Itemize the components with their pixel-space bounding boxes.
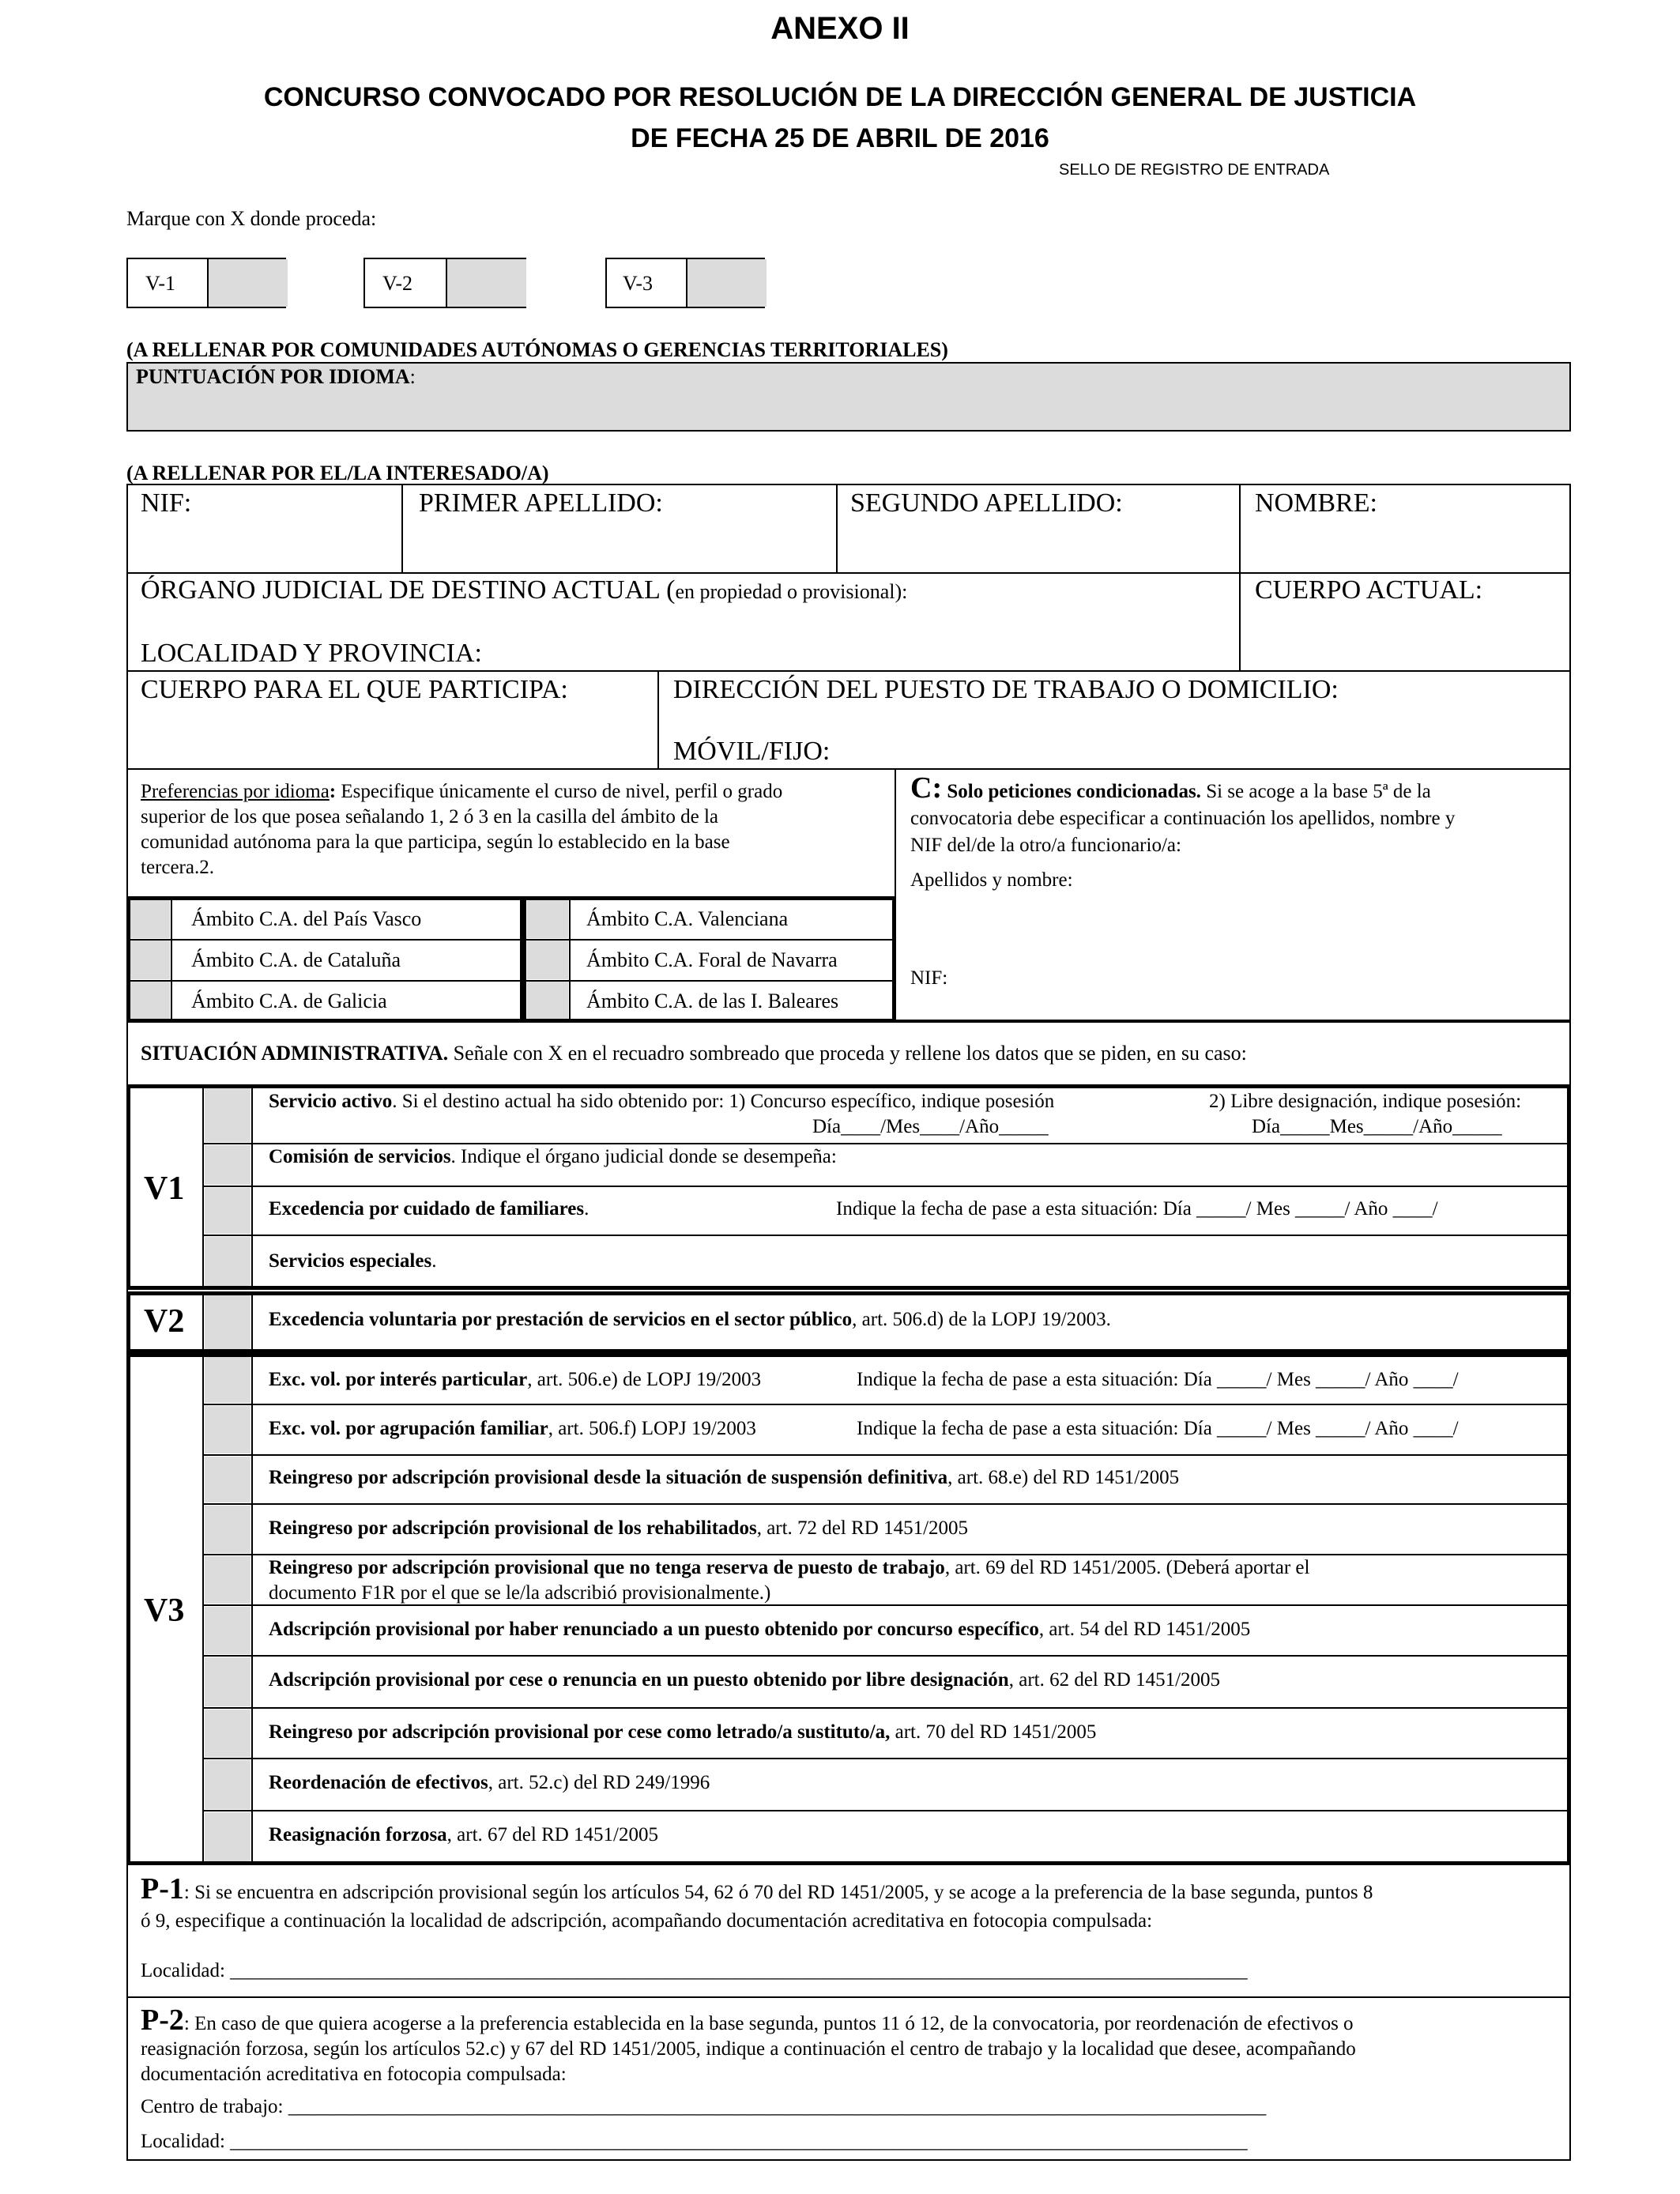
v2-label: V2 — [144, 1303, 185, 1340]
region-pais-vasco: Ámbito C.A. del País Vasco — [191, 907, 422, 930]
v3-row-10: Reasignación forzosa, art. 67 del RD 1451/2005 — [269, 1824, 659, 1845]
v3-checkbox-8[interactable] — [205, 1710, 250, 1757]
language-score-field[interactable] — [126, 362, 1571, 432]
v1-family-leave-text: Excedencia por cuidado de familiares. — [269, 1198, 590, 1220]
mark-instruction: Marque con X donde proceda: — [126, 207, 377, 230]
p2-locality-field[interactable]: Localidad: _______________________________________________________________________________________________________ — [141, 2131, 1248, 2152]
p1-text: P-1: Si se encuentra en adscripción provisional según los artículos 54, 62 ó 70 del RD 1451/2005, y se acoge a la preferencia de la base segunda, puntos 8 ó 9, especifique a continuación la localidad de adscripción, acompañando documentación acreditativa en fotocopia compulsada: — [141, 1872, 1373, 1932]
v1-active-date2[interactable]: Día_____Mes_____/Año_____ — [1252, 1116, 1502, 1137]
v3-checkbox-7[interactable] — [205, 1657, 250, 1706]
v1-special-services-checkbox[interactable] — [205, 1237, 250, 1286]
v3-row-4: Reingreso por adscripción provisional de los rehabilitados, art. 72 del RD 1451/2005 — [269, 1517, 969, 1539]
region-galicia: Ámbito C.A. de Galicia — [191, 990, 387, 1012]
v3-row-2: Exc. vol. por agrupación familiar, art. 506.f) LOPJ 19/2003 — [269, 1418, 756, 1439]
option-v3-checkbox[interactable] — [686, 259, 767, 307]
region-checkbox-cataluna[interactable] — [130, 941, 170, 979]
address-field[interactable]: DIRECCIÓN DEL PUESTO DE TRABAJO O DOMICILIO: — [673, 675, 1339, 704]
v1-special-services-text: Servicios especiales. — [269, 1250, 437, 1272]
v3-row-9: Reordenación de efectivos, art. 52.c) del RD 249/1996 — [269, 1772, 710, 1793]
conditional-requests: C: Solo peticiones condicionadas. Si se acoge a la base 5ª de la convocatoria debe especificar a continuación los apellidos, nombre y NIF del/de la otro/a funcionario/a: — [910, 771, 1456, 856]
option-v2[interactable] — [363, 258, 526, 308]
region-checkbox-galicia[interactable] — [130, 982, 170, 1019]
organ-field[interactable]: ÓRGANO JUDICIAL DE DESTINO ACTUAL (en propiedad o provisional): — [141, 575, 908, 605]
v1-family-leave-date[interactable]: Indique la fecha de pase a esta situación: Día _____/ Mes _____/ Año ____/ — [836, 1198, 1438, 1220]
ccaa-heading: (A RELLENAR POR COMUNIDADES AUTÓNOMAS O GERENCIAS TERRITORIALES) — [126, 338, 948, 361]
option-v2-checkbox[interactable] — [446, 259, 526, 307]
v3-label: V3 — [144, 1593, 185, 1629]
conditional-names-field[interactable]: Apellidos y nombre: — [910, 869, 1073, 891]
region-checkbox-valenciana[interactable] — [527, 900, 568, 938]
annex-title: ANEXO II — [770, 11, 910, 46]
language-score-label: PUNTUACIÓN POR IDIOMA: — [136, 365, 416, 388]
surname2-field[interactable]: SEGUNDO APELLIDO: — [850, 488, 1123, 518]
region-navarra: Ámbito C.A. Foral de Navarra — [586, 948, 838, 971]
v3-row-3: Reingreso por adscripción provisional desde la situación de suspensión definitiva, art. 68.e) del RD 1451/2005 — [269, 1467, 1180, 1488]
p2-text: P-2: En caso de que quiera acogerse a la preferencia establecida en la base segunda, puntos 11 ó 12, de la convocatoria, por reordenación de efectivos o reasignación forzosa, según los artículos 52.c) y 67 del RD 1451/2005, indique a continuación el centro de trabajo y la localidad que desee, acompañando documentación acreditativa en fotocopia compulsada: — [141, 2004, 1356, 2085]
region-checkbox-navarra[interactable] — [527, 941, 568, 979]
v1-commission-text: Comisión de servicios. Indique el órgano judicial donde se desempeña: — [269, 1146, 837, 1167]
v3-row-2-date[interactable]: Indique la fecha de pase a esta situación: Día _____/ Mes _____/ Año ____/ — [857, 1418, 1459, 1439]
v1-active-free-designation: 2) Libre designación, indique posesión: — [1209, 1091, 1522, 1112]
p1-locality-field[interactable]: Localidad: _______________________________________________________________________________________________________ — [141, 1960, 1248, 1981]
v3-checkbox-10[interactable] — [205, 1812, 250, 1861]
option-v1-checkbox[interactable] — [207, 259, 288, 307]
current-body-field[interactable]: CUERPO ACTUAL: — [1255, 575, 1483, 605]
v3-checkbox-6[interactable] — [205, 1607, 250, 1654]
v3-row-7: Adscripción provisional por cese o renuncia en un puesto obtenido por libre designación, art. 62 del RD 1451/2005 — [269, 1669, 1221, 1691]
region-valenciana: Ámbito C.A. Valenciana — [586, 907, 789, 930]
v3-checkbox-9[interactable] — [205, 1760, 250, 1809]
v3-row-1: Exc. vol. por interés particular, art. 506.e) de LOPJ 19/2003 — [269, 1369, 762, 1390]
name-field[interactable]: NOMBRE: — [1255, 488, 1377, 518]
v3-row-8: Reingreso por adscripción provisional por cese como letrado/a sustituto/a, art. 70 del RD 1451/2005 — [269, 1721, 1097, 1743]
region-cataluna: Ámbito C.A. de Cataluña — [191, 948, 401, 971]
v3-row-5: Reingreso por adscripción provisional que no tenga reserva de puesto de trabajo, art. 69 del RD 1451/2005. (Deberá aportar el documento F1R por el que se le/la adscribió provisionalmente.) — [269, 1557, 1310, 1604]
contest-title-line2: DE FECHA 25 DE ABRIL DE 2016 — [631, 123, 1049, 153]
v1-active-text: Servicio activo. Si el destino actual ha sido obtenido por: 1) Concurso específico, indique posesión — [269, 1091, 1055, 1112]
v2-text: Excedencia voluntaria por prestación de servicios en el sector público, art. 506.d) de la LOPJ 19/2003. — [269, 1309, 1111, 1330]
contest-title-line1: CONCURSO CONVOCADO POR RESOLUCIÓN DE LA DIRECCIÓN GENERAL DE JUSTICIA — [263, 82, 1417, 112]
v3-checkbox-3[interactable] — [205, 1457, 250, 1502]
v3-checkbox-2[interactable] — [205, 1406, 250, 1453]
v3-row-1-date[interactable]: Indique la fecha de pase a esta situación: Día _____/ Mes _____/ Año ____/ — [857, 1369, 1459, 1390]
v3-checkbox-4[interactable] — [205, 1506, 250, 1553]
v2-checkbox[interactable] — [205, 1295, 250, 1349]
situation-heading: SITUACIÓN ADMINISTRATIVA. Señale con X en el recuadro sombreado que proceda y rellene los datos que se piden, en su caso: — [141, 1042, 1247, 1065]
option-v3[interactable] — [605, 258, 765, 308]
region-checkbox-pais-vasco[interactable] — [130, 900, 170, 938]
v1-commission-checkbox[interactable] — [205, 1145, 250, 1185]
applicant-heading: (A RELLENAR POR EL/LA INTERESADO/A) — [126, 462, 549, 484]
region-baleares: Ámbito C.A. de las I. Baleares — [586, 990, 839, 1012]
v1-family-leave-checkbox[interactable] — [205, 1188, 250, 1234]
option-v1[interactable] — [126, 258, 286, 308]
body-applying-field[interactable]: CUERPO PARA EL QUE PARTICIPA: — [141, 675, 568, 704]
v1-active-date1[interactable]: Día____/Mes____/Año_____ — [812, 1116, 1049, 1137]
region-checkbox-baleares[interactable] — [527, 982, 568, 1019]
stamp-label: SELLO DE REGISTRO DE ENTRADA — [1059, 161, 1330, 179]
nif-field[interactable]: NIF: — [141, 488, 192, 518]
v3-checkbox-5[interactable] — [205, 1556, 250, 1604]
locality-province-field[interactable]: LOCALIDAD Y PROVINCIA: — [141, 639, 482, 668]
v3-checkbox-1[interactable] — [205, 1357, 250, 1403]
v3-row-6: Adscripción provisional por haber renunciado a un puesto obtenido por concurso específico, art. 54 del RD 1451/2005 — [269, 1619, 1251, 1640]
option-v2-label: V-2 — [382, 272, 413, 295]
option-v3-label: V-3 — [623, 272, 654, 295]
phone-field[interactable]: MÓVIL/FIJO: — [673, 737, 831, 766]
language-preferences-text: Preferencias por idioma: Especifique únicamente el curso de nivel, perfil o grado superior de los que posea señalando 1, 2 ó 3 en la casilla del ámbito de la comunidad autónoma para la que participa, según lo establecido en la base tercera.2. — [141, 781, 783, 878]
v1-active-checkbox[interactable] — [205, 1088, 250, 1142]
p2-center-field[interactable]: Centro de trabajo: ___________________________________________________________________________________________________ — [141, 2096, 1267, 2117]
conditional-nif-field[interactable]: NIF: — [910, 967, 948, 989]
surname1-field[interactable]: PRIMER APELLIDO: — [419, 488, 663, 518]
v1-label: V1 — [144, 1171, 185, 1207]
option-v1-label: V-1 — [145, 272, 176, 295]
